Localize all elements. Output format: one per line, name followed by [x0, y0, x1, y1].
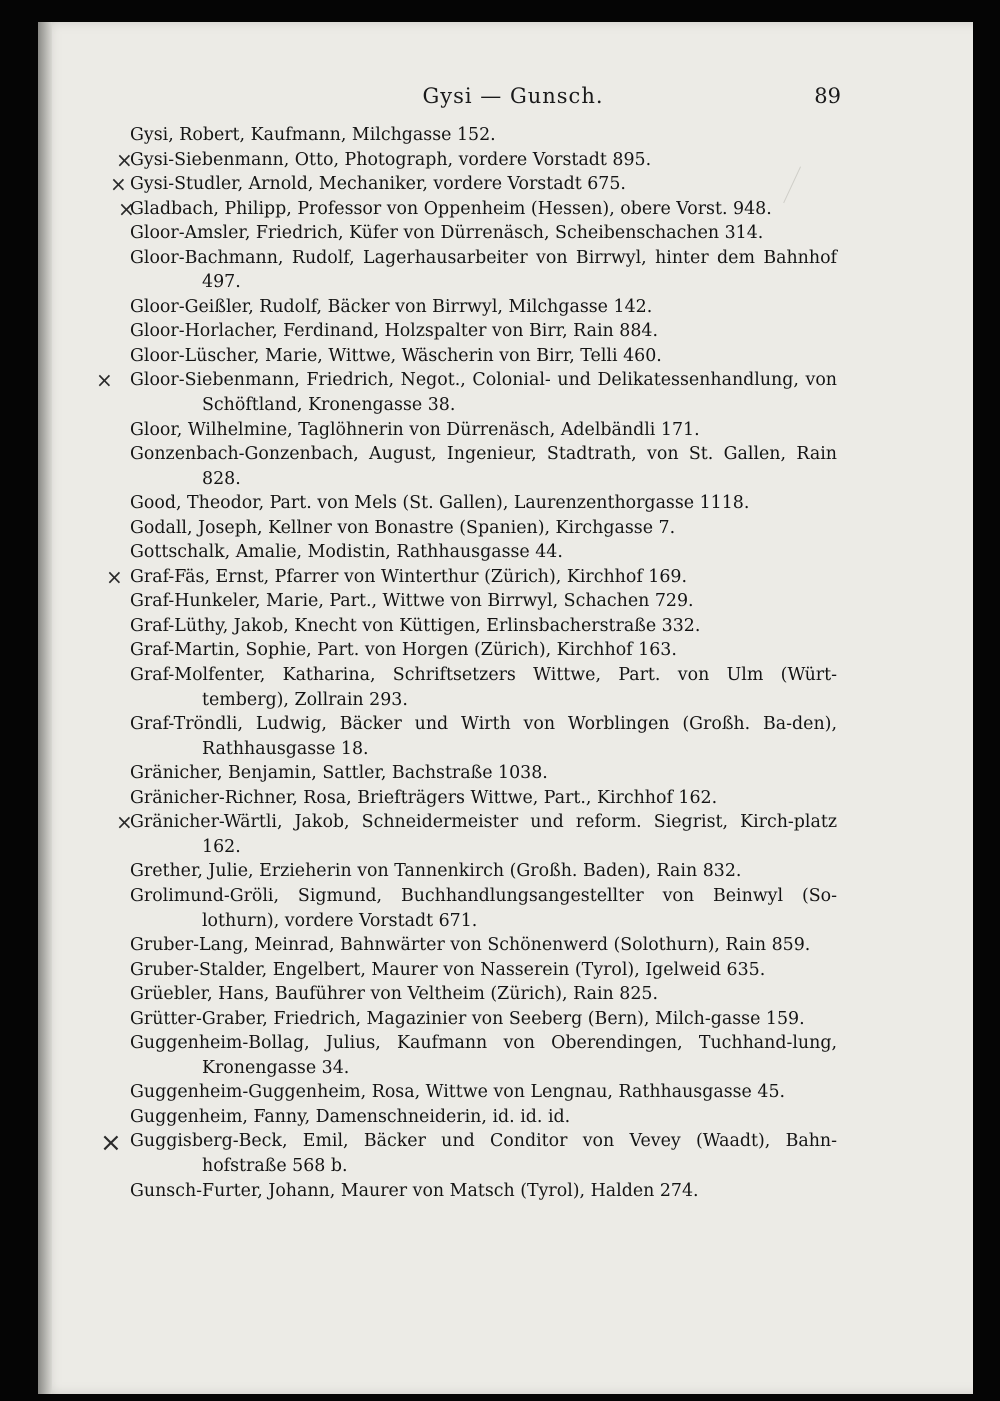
x-mark-icon: ×: [96, 368, 113, 393]
directory-entry: [130, 418, 837, 443]
directory-entry: [130, 1105, 837, 1130]
directory-entry: [130, 761, 837, 786]
directory-entry: [116, 810, 837, 859]
entry-text: Gloor-Amsler, Friedrich, Küfer von Dürrenäsch, Scheibenschachen 314.: [130, 223, 764, 244]
directory-entry: [130, 221, 837, 246]
x-mark-icon: ×: [106, 564, 123, 589]
directory-entry: [130, 344, 837, 369]
directory-entry: [130, 516, 837, 541]
directory-entry: [130, 663, 837, 712]
entry-text: Grüebler, Hans, Bauführer von Veltheim (Zürich), Rain 825.: [130, 984, 658, 1005]
directory-entry: [130, 638, 837, 663]
directory-entry: [130, 614, 837, 639]
directory-entry: [130, 1031, 837, 1080]
directory-entry: [130, 1007, 837, 1032]
directory-page: [38, 22, 973, 1394]
page-header: [38, 80, 973, 120]
entry-text: Gränicher-Wärtli, Jakob, Schneidermeister und reform. Siegrist, Kirch-platz 162.: [130, 812, 837, 857]
directory-entry: [130, 540, 837, 565]
x-mark-icon: ×: [100, 1128, 122, 1159]
entry-text: Gloor-Horlacher, Ferdinand, Holzspalter von Birr, Rain 884.: [130, 321, 659, 342]
directory-entry: [130, 958, 837, 983]
entry-text: Graf-Tröndli, Ludwig, Bäcker und Wirth von Worblingen (Großh. Ba-den), Rathhausgasse 18.: [130, 714, 837, 759]
entry-text: Gunsch-Furter, Johann, Maurer von Matsch (Tyrol), Halden 274.: [130, 1180, 699, 1201]
directory-entry: [100, 1128, 837, 1178]
directory-entry: [130, 786, 837, 811]
entry-text: Gottschalk, Amalie, Modistin, Rathhausgasse 44.: [130, 542, 563, 563]
x-mark-icon: ×: [116, 810, 133, 835]
directory-entry: [130, 295, 837, 320]
entry-text: Gloor-Geißler, Rudolf, Bäcker von Birrwyl, Milchgasse 142.: [130, 296, 653, 317]
directory-entry: [130, 442, 837, 491]
entry-text: Graf-Lüthy, Jakob, Knecht von Küttigen, Erlinsbacherstraße 332.: [130, 615, 701, 636]
entry-text: Gloor-Bachmann, Rudolf, Lagerhausarbeiter von Birrwyl, hinter dem Bahnhof 497.: [130, 247, 837, 293]
directory-entry: [130, 319, 837, 344]
directory-entry: [130, 884, 837, 933]
entry-text: Guggenheim-Bollag, Julius, Kaufmann von Oberendingen, Tuchhand-lung, Kronengasse 34.: [130, 1033, 837, 1078]
entry-text: Gloor-Lüscher, Marie, Wittwe, Wäscherin von Birr, Telli 460.: [130, 345, 662, 366]
directory-entries: [96, 123, 837, 1203]
entry-text: Gysi-Siebenmann, Otto, Photograph, vordere Vorstadt 895.: [130, 149, 652, 170]
entry-text: Gysi-Studler, Arnold, Mechaniker, vordere Vorstadt 675.: [130, 174, 626, 195]
directory-entry: [130, 491, 837, 516]
entry-text: Gloor-Siebenmann, Friedrich, Negot., Colonial- und Delikatessenhandlung, von Schöftland, Kronengasse 38.: [130, 370, 837, 416]
running-head: Gysi — Gunsch.: [422, 84, 604, 108]
directory-entry: [130, 982, 837, 1007]
entry-text: Graf-Fäs, Ernst, Pfarrer von Winterthur (Zürich), Kirchhof 169.: [130, 566, 688, 587]
entry-text: Graf-Martin, Sophie, Part. von Horgen (Zürich), Kirchhof 163.: [130, 640, 677, 661]
entry-text: Graf-Hunkeler, Marie, Part., Wittwe von Birrwyl, Schachen 729.: [130, 591, 694, 612]
entry-text: Gruber-Lang, Meinrad, Bahnwärter von Schönenwerd (Solothurn), Rain 859.: [130, 935, 811, 956]
directory-entry: [106, 564, 837, 590]
directory-entry: [130, 246, 837, 295]
directory-entry: [130, 859, 837, 884]
directory-entry: [130, 712, 837, 761]
entry-text: Graf-Molfenter, Katharina, Schriftsetzers Wittwe, Part. von Ulm (Würt-temberg), Zollrain 293.: [130, 665, 837, 710]
entry-text: Gruber-Stalder, Engelbert, Maurer von Nasserein (Tyrol), Igelweid 635.: [130, 959, 766, 980]
entry-text: Gonzenbach-Gonzenbach, August, Ingenieur, Stadtrath, von St. Gallen, Rain 828.: [130, 444, 837, 489]
directory-entry: [96, 368, 837, 417]
directory-entry: [116, 147, 837, 173]
entry-text: Guggenheim, Fanny, Damenschneiderin, id. id. id.: [130, 1106, 571, 1127]
page-number: 89: [814, 84, 841, 108]
x-mark-icon: ×: [110, 172, 127, 197]
directory-entry: [130, 589, 837, 614]
entry-text: Guggenheim-Guggenheim, Rosa, Wittwe von Lengnau, Rathhausgasse 45.: [130, 1082, 786, 1103]
entry-text: Grolimund-Gröli, Sigmund, Buchhandlungsangestellter von Beinwyl (So-lothurn), vordere Vorstadt 671.: [130, 885, 837, 931]
x-mark-icon: ×: [116, 147, 133, 172]
directory-entry: [130, 1179, 837, 1204]
entry-text: Good, Theodor, Part. von Mels (St. Gallen), Laurenzenthorgasse 1118.: [130, 493, 750, 514]
entry-text: Gladbach, Philipp, Professor von Oppenheim (Hessen), obere Vorst. 948.: [130, 198, 772, 219]
x-mark-icon: ×: [118, 196, 135, 221]
directory-entry: [130, 1080, 837, 1105]
entry-text: Gloor, Wilhelmine, Taglöhnerin von Dürrenäsch, Adelbändli 171.: [130, 419, 700, 440]
entry-text: Godall, Joseph, Kellner von Bonastre (Spanien), Kirchgasse 7.: [130, 517, 676, 538]
directory-entry: [110, 172, 837, 197]
directory-entry: [130, 933, 837, 958]
entry-text: Guggisberg-Beck, Emil, Bäcker und Conditor von Vevey (Waadt), Bahn-hofstraße 568 b.: [130, 1131, 837, 1176]
entry-text: Gysi, Robert, Kaufmann, Milchgasse 152.: [130, 125, 496, 145]
directory-entry: [130, 123, 837, 148]
book-gutter: [38, 22, 52, 1394]
entry-text: Grütter-Graber, Friedrich, Magazinier von Seeberg (Bern), Milch-gasse 159.: [130, 1008, 805, 1029]
entry-text: Grether, Julie, Erzieherin von Tannenkirch (Großh. Baden), Rain 832.: [130, 861, 742, 882]
entry-text: Gränicher-Richner, Rosa, Briefträgers Wittwe, Part., Kirchhof 162.: [130, 787, 718, 808]
entry-text: Gränicher, Benjamin, Sattler, Bachstraße 1038.: [130, 763, 548, 784]
directory-entry: [118, 196, 837, 222]
